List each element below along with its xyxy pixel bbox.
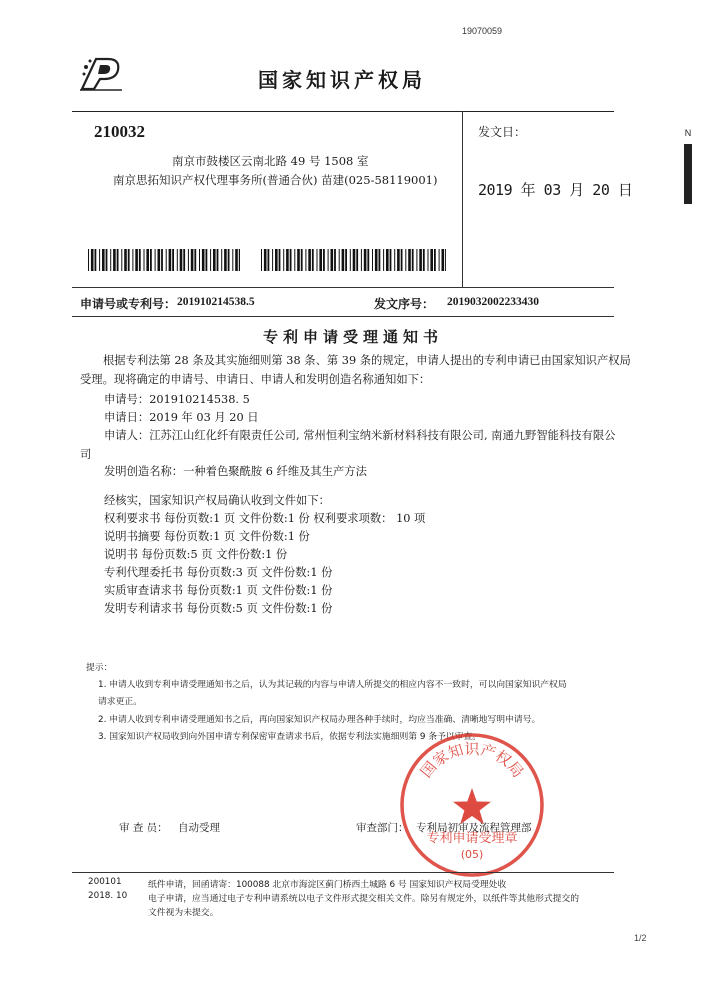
send-serial: 2019032002233430 (447, 296, 539, 308)
field-app-no: 申请号：201910214538. 5 (104, 393, 250, 406)
tip-item: 请求更正。 (98, 697, 142, 707)
dept-value: 专利局初审及流程管理部 (416, 822, 532, 834)
document-item: 专利代理委托书 每份页数:3 页 文件份数:1 份 (104, 566, 333, 579)
examiner-label: 审 查 员： (119, 822, 168, 834)
header-rule (72, 111, 614, 112)
tips-label: 提示： (86, 663, 113, 673)
header-divider (462, 111, 463, 287)
intro-line-2: 受理。现将确定的申请号、申请日、申请人和发明创造名称通知如下： (80, 373, 431, 386)
document-item: 说明书摘要 每份页数:1 页 文件份数:1 份 (104, 530, 310, 543)
footer-line-2: 电子申请，应当通过电子专利申请系统以电子文件形式提交相关文件。除另有规定外，以纸件等其他形式提交的 (148, 894, 580, 904)
side-mark-letter: N (684, 128, 692, 138)
postcode: 210032 (94, 122, 145, 141)
dept-label: 审查部门： (356, 822, 409, 834)
seal-star-icon (453, 788, 491, 824)
document-item: 说明书 每份页数:5 页 文件份数:1 份 (104, 548, 288, 561)
official-seal-stamp (397, 730, 547, 880)
document-code: 19070059 (462, 26, 503, 36)
barcode-right (261, 249, 446, 271)
footer-code-2: 2018. 10 (88, 891, 128, 901)
info-rule-bottom (72, 316, 614, 317)
footer-code-1: 200101 (88, 877, 122, 887)
tip-item: 2. 申请人收到专利申请受理通知书之后，再向国家知识产权局办理各种手续时，均应当准确、清晰地写明申请号。 (98, 715, 541, 725)
page-number: 1/2 (634, 933, 647, 943)
barcode-left (88, 249, 240, 271)
footer-rule (72, 872, 614, 873)
info-rule-top (72, 287, 614, 288)
cnipa-logo (78, 55, 124, 93)
tip-item: 1. 申请人收到专利申请受理通知书之后，认为其记载的内容与申请人所提交的相应内容不一致时，可以向国家知识产权局 (98, 680, 567, 690)
notice-title: 专利申请受理通知书 (262, 328, 443, 346)
document-item: 权利要求书 每份页数:1 页 文件份数:1 份 权利要求项数： 10 项 (104, 512, 426, 525)
recipient-agency: 南京思拓知识产权代理事务所(普通合伙) 苗建(025-58119001) (113, 173, 438, 187)
document-item: 实质审查请求书 每份页数:1 页 文件份数:1 份 (104, 584, 333, 597)
intro-line-1: 根据专利法第 28 条及其实施细则第 38 条、第 39 条的规定，申请人提出的专利申请已由国家知识产权局 (103, 354, 631, 367)
office-name: 国家知识产权局 (258, 68, 426, 92)
seal-main-text: 专利申请受理章 (426, 831, 518, 846)
side-tick-mark (683, 126, 693, 206)
application-no-label: 申请号或专利号： (80, 297, 177, 311)
application-no: 201910214538.5 (177, 296, 255, 308)
tip-item: 3. 国家知识产权局收到向外国申请专利保密审查请求书后，依据专利法实施细则第 9 条予以审查。 (98, 732, 482, 742)
seal-top-text: 国家知识产权局 (416, 740, 528, 782)
footer-line-3: 文件视为未提交。 (148, 908, 219, 918)
field-applicants-1: 申请人：江苏江山红化纤有限责任公司, 常州恒利宝纳米新材料科技有限公司, 南通九野智能科技有限公 (104, 429, 616, 442)
field-invention: 发明创造名称：一种着色聚酰胺 6 纤维及其生产方法 (104, 465, 367, 478)
send-date: 2019 年 03 月 20 日 (478, 181, 633, 199)
examiner-value: 自动受理 (178, 822, 220, 834)
document-item: 发明专利请求书 每份页数:5 页 文件份数:1 份 (104, 602, 333, 615)
seal-number: (05) (460, 848, 484, 861)
documents-intro: 经核实，国家知识产权局确认收到文件如下： (104, 494, 330, 507)
field-applicants-2: 司 (80, 448, 92, 461)
send-date-label: 发文日： (478, 125, 527, 139)
footer-line-1: 纸件申请，回函请寄：100088 北京市海淀区蓟门桥西土城路 6 号 国家知识产权局受理处收 (148, 880, 507, 890)
send-serial-label: 发文序号： (374, 297, 435, 311)
field-app-date: 申请日：2019 年 03 月 20 日 (104, 411, 259, 424)
recipient-address: 南京市鼓楼区云南北路 49 号 1508 室 (172, 154, 369, 168)
